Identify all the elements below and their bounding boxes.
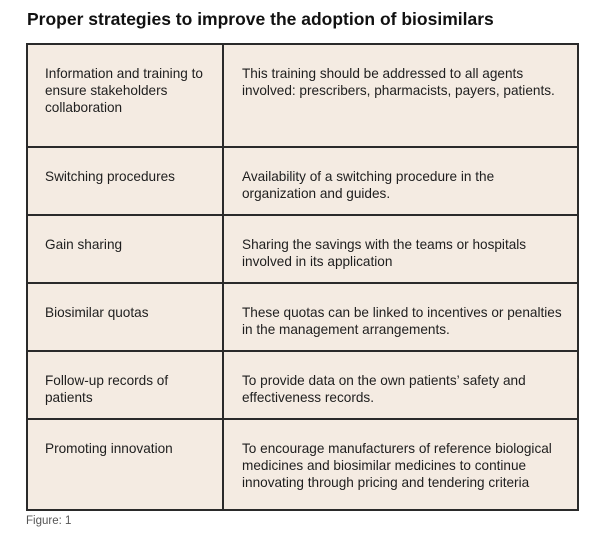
figure-caption: Figure: 1 [26,515,72,527]
strategy-cell: Information and training to ensure stakeholders collaboration [27,44,223,147]
table-row [27,215,578,283]
description-cell: These quotas can be linked to incentives or penalties in the management arrangements. [223,283,578,351]
description-cell: Sharing the savings with the teams or hospitals involved in its application [223,215,578,283]
table-row [27,351,578,419]
table-row [27,419,578,510]
table-row [27,147,578,215]
description-cell: To provide data on the own patients’ safety and effectiveness records. [223,351,578,419]
strategy-cell: Promoting innovation [27,419,223,510]
strategy-cell: Gain sharing [27,215,223,283]
strategy-cell: Switching procedures [27,147,223,215]
table-row [27,44,578,147]
table-title: Proper strategies to improve the adoption of biosimilars [27,9,494,29]
description-cell: Availability of a switching procedure in the organization and guides. [223,147,578,215]
strategy-cell: Follow-up records of patients [27,351,223,419]
strategy-cell: Biosimilar quotas [27,283,223,351]
strategies-table [26,43,579,511]
table-row [27,283,578,351]
description-cell: This training should be addressed to all agents involved: prescribers, pharmacists, payers, patients. [223,44,578,147]
description-cell: To encourage manufacturers of reference biological medicines and biosimilar medicines to continue innovating through pricing and tendering criteria [223,419,578,510]
